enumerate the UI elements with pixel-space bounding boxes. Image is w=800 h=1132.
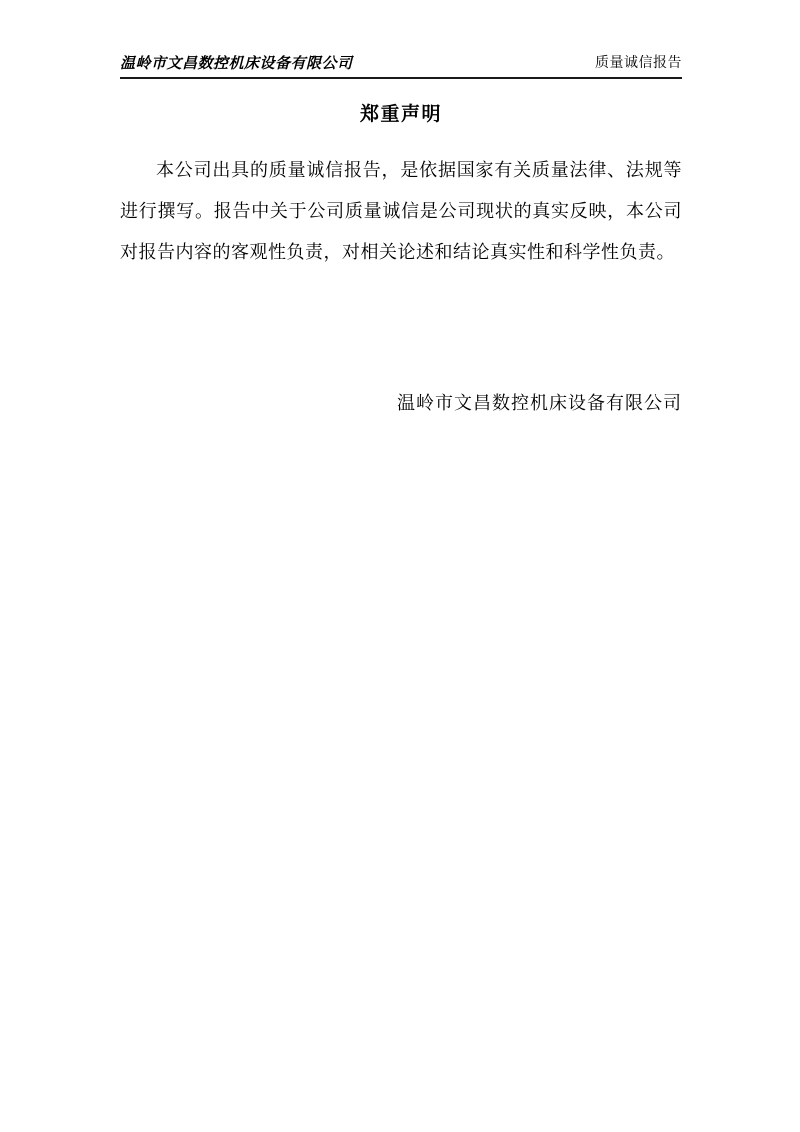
page-header <box>120 55 682 79</box>
page-content <box>120 0 682 1132</box>
declaration-title: 郑重声明 <box>359 104 442 125</box>
signature-company-name: 温岭市文昌数控机床设备有限公司 <box>397 393 682 413</box>
header-company-name: 温岭市文昌数控机床设备有限公司 <box>120 56 353 72</box>
declaration-body: 本公司出具的质量诚信报告，是依据国家有关质量法律、法规等进行撰写。报告中关于公司质量诚信是公司现状的真实反映，本公司对报告内容的客观性负责，对相关论述和结论真实性和科学性负责。 <box>120 160 682 262</box>
header-report-label: 质量诚信报告 <box>595 56 682 71</box>
